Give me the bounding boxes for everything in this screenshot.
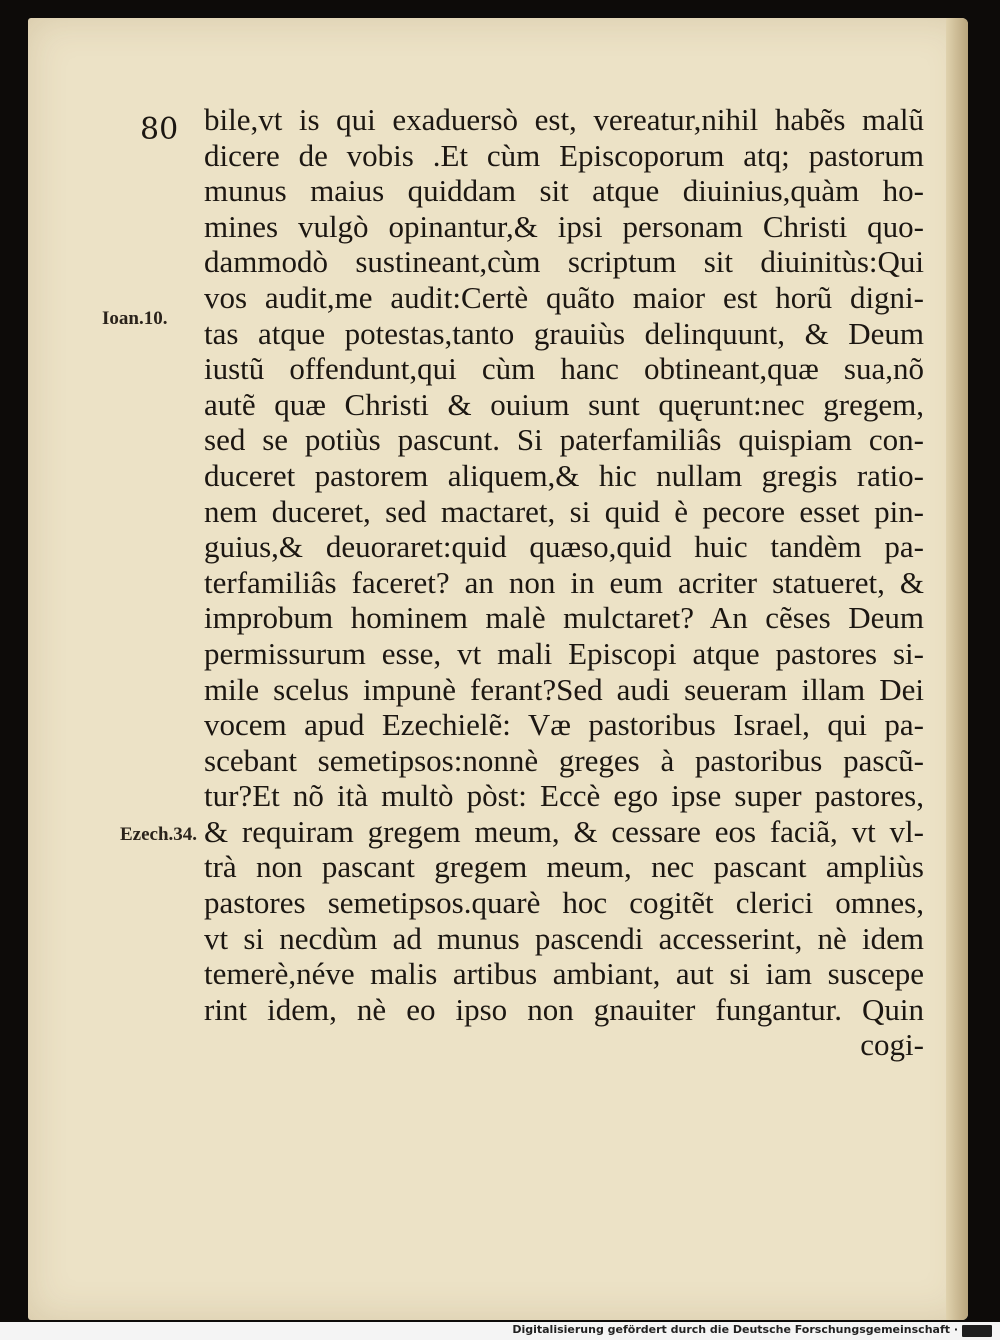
text-line: scebant semetipsos:nonnè greges à pastoribus pascũ-	[204, 742, 924, 778]
text-line: vt si necdùm ad munus pascendi accesserint, nè idem	[204, 920, 924, 956]
text-line: bile,vt is qui exaduersò est, vereatur,nihil habẽs malũ	[204, 102, 924, 137]
text-line: tas atque potestas,tanto grauiùs delinquunt, & Deum	[204, 315, 924, 351]
text-line: nem duceret, sed mactaret, si quid è pecore esset pin-	[204, 493, 924, 529]
text-line: & requiram gregem meum, & cessare eos faciã, vt vl-	[204, 813, 924, 849]
body-text	[204, 102, 924, 1063]
text-line: autẽ quæ Christi & ouium sunt quęrunt:nec gregem,	[204, 386, 924, 422]
text-line: permissurum esse, vt mali Episcopi atque pastores si-	[204, 635, 924, 671]
text-line: tur?Et nõ ità multò pòst: Eccè ego ipse super pastores,	[204, 778, 924, 814]
digitization-footer	[0, 1322, 1000, 1340]
text-line: iustũ offendunt,qui cùm hanc obtineant,quæ sua,nõ	[204, 351, 924, 387]
text-line: mines vulgò opinantur,& ipsi personam Christi quo-	[204, 208, 924, 244]
dfg-logo-icon	[962, 1325, 992, 1337]
text-line: terfamiliâs faceret? an non in eum acriter statueret, &	[204, 564, 924, 600]
text-line: duceret pastorem aliquem,& hic nullam gregis ratio-	[204, 457, 924, 493]
text-line: temerè,néve malis artibus ambiant, aut si iam suscepe	[204, 956, 924, 992]
page-number: 80	[140, 112, 179, 147]
text-line: trà non pascant gregem meum, nec pascant ampliùs	[204, 849, 924, 885]
text-line: sed se potiùs pascunt. Si paterfamiliâs quispiam con-	[204, 422, 924, 458]
text-line: dicere de vobis .Et cùm Episcoporum atq; pastorum	[204, 137, 924, 173]
footer-credit: Digitalisierung gefördert durch die Deutsche Forschungsgemeinschaft ·	[512, 1323, 958, 1336]
catchword: cogi-	[860, 1027, 924, 1063]
book-page	[28, 18, 968, 1320]
text-line: improbum hominem malè mulctaret? An cẽses Deum	[204, 600, 924, 636]
text-line: dammodò sustineant,cùm scriptum sit diuinitùs:Qui	[204, 244, 924, 280]
text-line: munus maius quiddam sit atque diuinius,quàm ho-	[204, 173, 924, 209]
page-edge	[946, 18, 968, 1320]
text-line: mile scelus impunè ferant?Sed audi seueram illam Dei	[204, 671, 924, 707]
text-line: pastores semetipsos.quarè hoc cogitẽt clerici omnes,	[204, 885, 924, 921]
marginal-note-ezech: Ezech.34.	[120, 824, 198, 845]
text-line: vos audit,me audit:Certè quãto maior est horũ digni-	[204, 279, 924, 315]
text-line: vocem apud Ezechielẽ: Væ pastoribus Israel, qui pa-	[204, 707, 924, 743]
text-line: rint idem, nè eo ipso non gnauiter fungantur. Quin	[204, 991, 924, 1027]
marginal-note-ioan: Ioan.10.	[102, 308, 168, 329]
text-line: guius,& deuoraret:quid quæso,quid huic tandèm pa-	[204, 529, 924, 565]
